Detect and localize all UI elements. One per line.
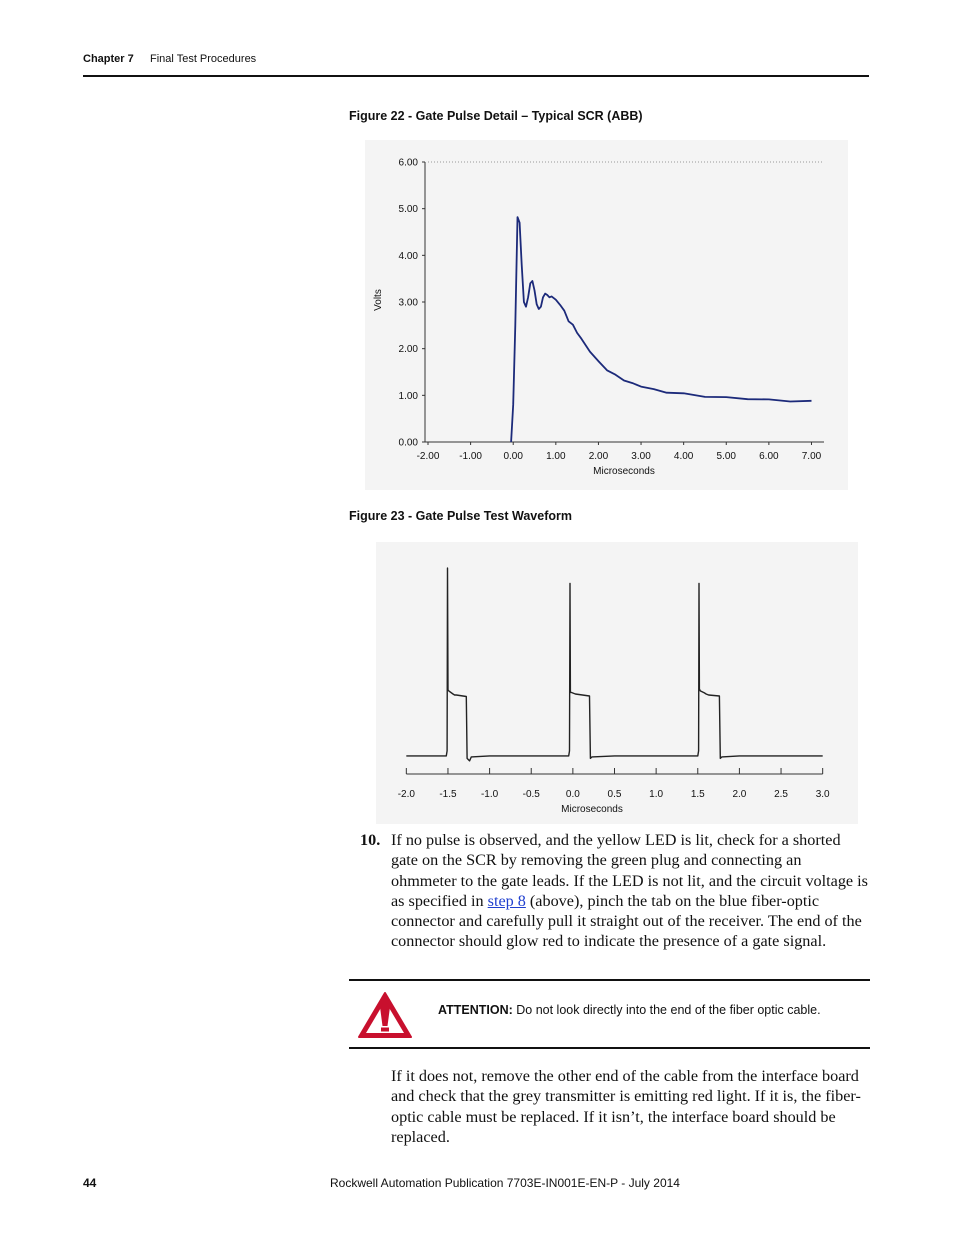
x-tick-label: -1.00 [459,451,483,462]
x-tick-label: -2.00 [416,451,440,462]
chapter-title: Final Test Procedures [150,53,257,65]
figure-22-chart [365,140,848,490]
x-tick-label: -0.5 [522,789,540,800]
step-text-part: (above), pinch the tab on the blue fiber-optic connector and carefully pull it straight out of the receiver. The end of the connector should glow red to indicate the presence of a gate signal. [391,891,862,951]
x-tick-label: 3.00 [631,451,651,462]
page-number: 44 [83,1176,97,1190]
follow-up-paragraph: If it does not, remove the other end of the cable from the interface board and check that the grey transmitter is emitting red light. If it is, the fiber-optic cable must be replaced. If it isn’t, the interface board should be replaced. [391,1067,861,1146]
x-tick-label: 1.0 [649,789,664,800]
x-tick-label: 1.5 [690,789,705,800]
x-tick-label: 2.5 [774,789,788,800]
chart-background [365,140,848,490]
x-tick-label: 4.00 [673,451,694,462]
figure-23-chart [376,542,858,824]
step-number: 10. [360,831,381,849]
warning-triangle-icon [356,990,414,1040]
x-tick-label: 1.00 [546,451,566,462]
attention-top-rule [349,979,870,981]
y-tick-label: 0.00 [398,437,418,449]
attention-message: Do not look directly into the end of the fiber optic cable. [512,1003,821,1017]
x-tick-label: 7.00 [801,451,822,462]
attention-bottom-rule [349,1047,870,1049]
step-text [391,830,871,952]
x-tick-label: 3.0 [815,789,830,800]
step-8-link[interactable]: step 8 [487,891,526,910]
header-rule [83,75,869,77]
chapter-label: Chapter 7 [83,53,134,65]
page-header [83,53,257,65]
publication-info: Rockwell Automation Publication 7703E-IN001E-EN-P - July 2014 [330,1176,680,1190]
y-tick-label: 3.00 [398,297,418,309]
x-tick-label: 6.00 [759,451,779,462]
attention-text [438,1003,821,1017]
x-tick-label: -1.0 [480,789,499,800]
x-axis-label: Microseconds [561,804,623,815]
x-tick-label: 5.00 [716,451,736,462]
x-axis-label: Microseconds [593,466,655,477]
attention-label: ATTENTION: [438,1003,513,1017]
y-tick-label: 4.00 [398,250,418,262]
x-tick-label: 0.00 [503,451,523,462]
x-tick-label: 2.00 [588,451,609,462]
y-tick-label: 5.00 [398,204,418,216]
figure-22-caption: Figure 22 - Gate Pulse Detail – Typical SCR (ABB) [349,109,643,123]
y-tick-label: 1.00 [398,390,418,402]
figure-23-caption: Figure 23 - Gate Pulse Test Waveform [349,509,572,523]
x-tick-label: 2.0 [732,789,747,800]
x-tick-label: -1.5 [439,789,457,800]
x-tick-label: -2.0 [397,789,415,800]
step-text-part: If no pulse is observed, and the yellow LED is lit, check for a shorted gate on the SCR by removing the green plug and connecting an ohmmeter to the gate leads. If the LED is not lit, and the circuit voltage is as specified in [391,831,868,910]
x-tick-label: 0.5 [607,789,622,800]
y-tick-label: 2.00 [398,344,418,356]
x-tick-label: 0.0 [565,789,580,800]
y-axis-label: Volts [373,289,384,311]
y-tick-label: 6.00 [398,157,418,169]
